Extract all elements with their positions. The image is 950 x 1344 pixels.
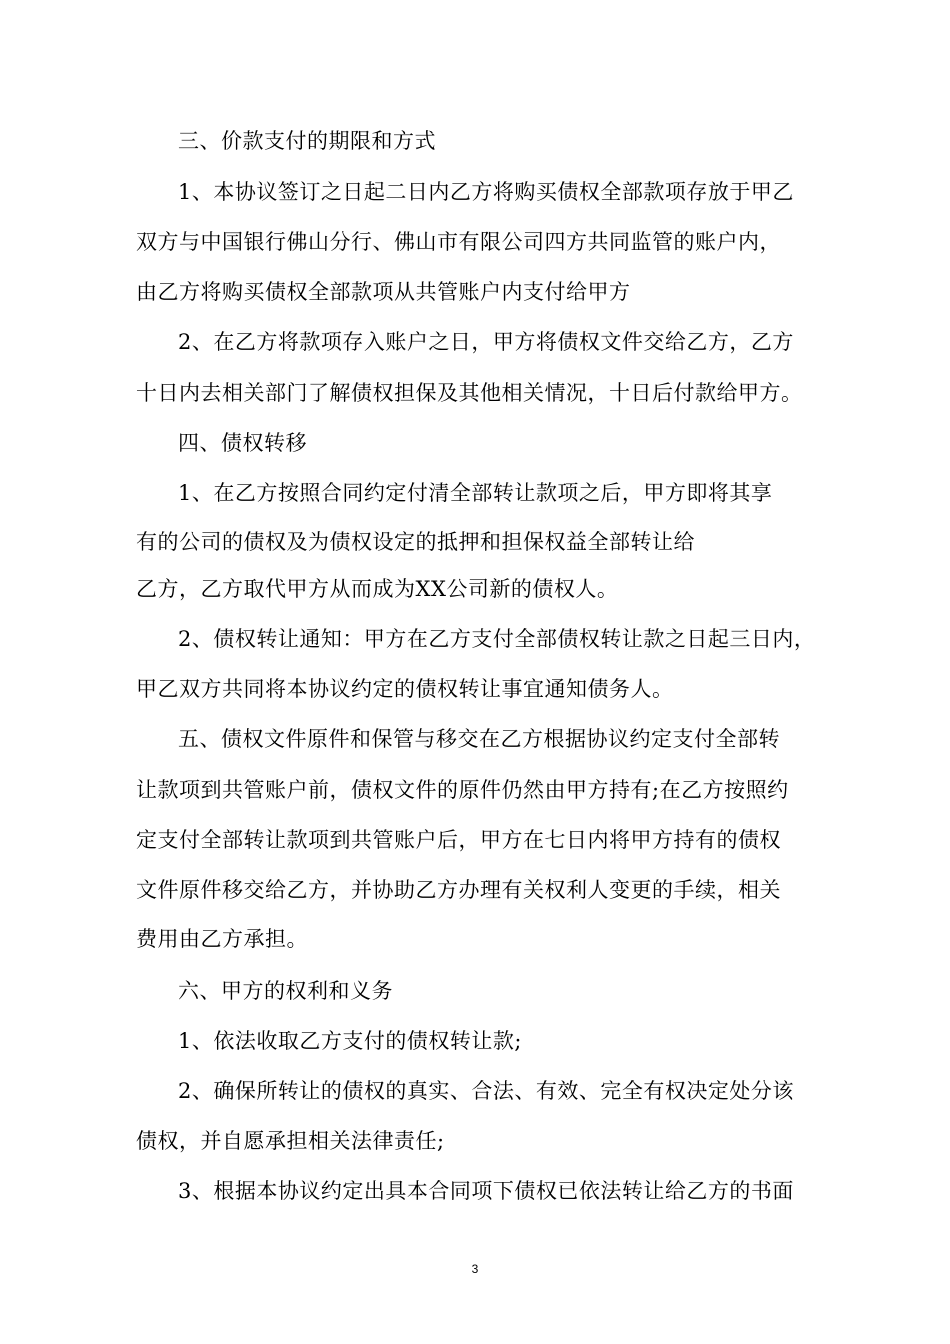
- paragraph-line: 1、依法收取乙方支付的债权转让款;: [178, 1029, 522, 1053]
- paragraph-line: 甲乙双方共同将本协议约定的债权转让事宜通知债务人。: [136, 677, 674, 701]
- paragraph-line: 文件原件移交给乙方，并协助乙方办理有关权利人变更的手续，相关: [136, 878, 781, 902]
- section-heading-party-a-rights: 六、甲方的权利和义务: [178, 979, 393, 1003]
- section-heading-documents: 五、债权文件原件和保管与移交在乙方根据协议约定支付全部转: [178, 727, 780, 751]
- paragraph-line: 2、在乙方将款项存入账户之日，甲方将债权文件交给乙方，乙方: [178, 330, 794, 354]
- paragraph-line: 2、确保所转让的债权的真实、合法、有效、完全有权决定处分该: [178, 1079, 794, 1103]
- paragraph-line: 费用由乙方承担。: [136, 927, 308, 951]
- section-heading-payment: 三、价款支付的期限和方式: [178, 129, 436, 153]
- section-heading-transfer: 四、债权转移: [178, 431, 307, 455]
- paragraph-line: 定支付全部转让款项到共管账户后，甲方在七日内将甲方持有的债权: [136, 828, 781, 852]
- paragraph-line: 双方与中国银行佛山分行、佛山市有限公司四方共同监管的账户内，: [136, 230, 781, 254]
- paragraph-line: 乙方，乙方取代甲方从而成为XX公司新的债权人。: [136, 577, 619, 601]
- paragraph-line: 由乙方将购买债权全部款项从共管账户内支付给甲方: [136, 280, 631, 304]
- page-number: 3: [471, 1262, 479, 1276]
- paragraph-line: 有的公司的债权及为债权设定的抵押和担保权益全部转让给: [136, 530, 695, 554]
- paragraph-line: 1、在乙方按照合同约定付清全部转让款项之后，甲方即将其享: [178, 481, 773, 505]
- paragraph-line: 债权，并自愿承担相关法律责任;: [136, 1129, 445, 1153]
- paragraph-line: 1、本协议签订之日起二日内乙方将购买债权全部款项存放于甲乙: [178, 180, 794, 204]
- paragraph-line: 十日内去相关部门了解债权担保及其他相关情况，十日后付款给甲方。: [136, 381, 803, 405]
- paragraph-line: 3、根据本协议约定出具本合同项下债权已依法转让给乙方的书面: [178, 1179, 794, 1203]
- paragraph-line: 2、债权转让通知：甲方在乙方支付全部债权转让款之日起三日内，: [178, 627, 816, 651]
- paragraph-line: 让款项到共管账户前，债权文件的原件仍然由甲方持有;在乙方按照约: [136, 778, 789, 802]
